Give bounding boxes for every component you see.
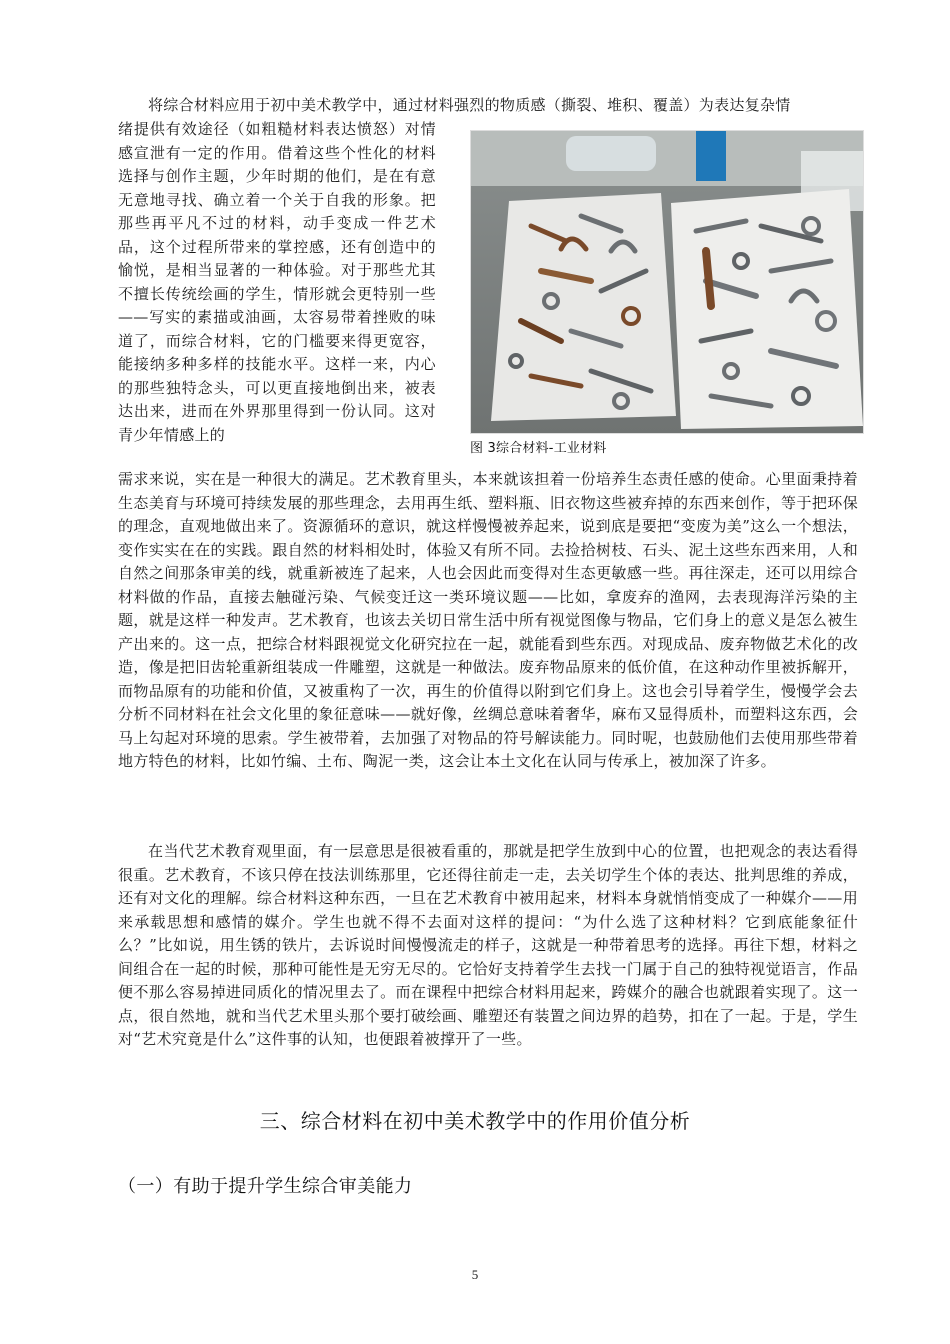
paragraph-2: 在当代艺术教育观里面，有一层意思是很被看重的，那就是把学生放到中心的位置，也把观念的表达看得很重。艺术教育，不该只停在技法训练那里，它还得往前走一走，去关切学生个体的表达、批判思维的养成，还有对文化的理解。综合材料这种东西，一旦在艺术教育中被用起来，材料本身就悄悄变成了一种媒介——用来承载思想和感情的媒介。学生也就不得不去面对这样的提问：“为什么选了这种材料？它到底能象征什么？”比如说，用生锈的铁片，去诉说时间慢慢流走的样子，这就是一种带着思考的选择。再往下想，材料之间组合在一起的时候，那种可能性是无穷无尽的。它恰好支持着学生去找一门属于自己的独特视觉语言，作品便不那么容易掉进同质化的情况里去了。而在课程中把综合材料用起来，跨媒介的融合也就跟着实现了。这一点，很自然地，就和当代艺术里头那个要打破绘画、雕塑还有装置之间边界的趋势，扣在了一起。于是，学生对“艺术究竟是什么”这件事的认知，也便跟着被撑开了一些。 [118,842,858,1048]
paragraph-1-first-line [118,94,858,118]
figure-caption: 图 3综合材料-工业材料 [470,441,607,456]
industrial-materials-photo [470,130,864,434]
figure-3 [470,130,862,456]
paragraph-1-wrapped-text: 绪提供有效途径（如粗糙材料表达愤怒）对情感宣泄有一定的作用。借着这些个性化的材料选择与创作主题，少年时期的他们，是在有意无意地寻找、确立着一个关于自我的形象。把那些再平凡不过的材料，动手变成一件艺术品，这个过程所带来的掌控感，还有创造中的愉悦，是相当显著的一种体验。对于那些尤其不擅长传统绘画的学生，情形就会更特别一些——写实的素描或油画，太容易带着挫败的味道了，而综合材料，它的门槛要来得更宽容，能接纳多种多样的技能水平。这样一来，内心的那些独特念头，可以更直接地倒出来，被表达出来，进而在外界那里得到一份认同。这对青少年情感上的 [118,120,436,444]
section-heading: 三、综合材料在初中美术教学中的作用价值分析 [259,1109,691,1133]
paragraph-1-opening: 将综合材料应用于初中美术教学中，通过材料强烈的物质感（撕裂、堆积、覆盖）为表达复杂情 [148,96,791,114]
sub-heading: （一）有助于提升学生综合审美能力 [118,1176,413,1197]
page-number: 5 [471,1267,479,1282]
paragraph-1-continuation: 需求来说，实在是一种很大的满足。艺术教育里头，本来就该担着一份培养生态责任感的使命。心里面秉持着生态美育与环境可持续发展的那些理念，去用再生纸、塑料瓶、旧衣物这些被弃掉的东西来创作，等于把环保的理念，直观地做出来了。资源循环的意识，就这样慢慢被养起来，说到底是要把“变废为美”这么一个想法，变作实实在在的实践。跟自然的材料相处时，体验又有所不同。去捡拾树枝、石头、泥土这些东西来用，人和自然之间那条审美的线，就重新被连了起来，人也会因此而变得对生态更敏感一些。再往深走，还可以用综合材料做的作品，直接去触碰污染、气候变迁这一类环境议题——比如，拿废弃的渔网，去表现海洋污染的主题，就是这样一种发声。艺术教育，也该去关切日常生活中所有视觉图像与物品，它们身上的意义是怎么被生产出来的。这一点，把综合材料跟视觉文化研究拉在一起，就能看到些东西。对现成品、废弃物做艺术化的改造，像是把旧齿轮重新组装成一件雕塑，这就是一种做法。废弃物品原来的低价值，在这种动作里被拆解开，而物品原有的功能和价值，又被重构了一次，再生的价值得以附到它们身上。这也会引导着学生，慢慢学会去分析不同材料在社会文化里的象征意味——就好像，丝绸总意味着奢华，麻布又显得质朴，而塑料这东西，会马上勾起对环境的思索。学生被带着，去加强了对物品的符号解读能力。同时呢，也鼓励他们去使用那些带着地方特色的材料，比如竹编、土布、陶泥一类，这会让本土文化在认同与传承上，被加深了许多。 [118,470,858,770]
